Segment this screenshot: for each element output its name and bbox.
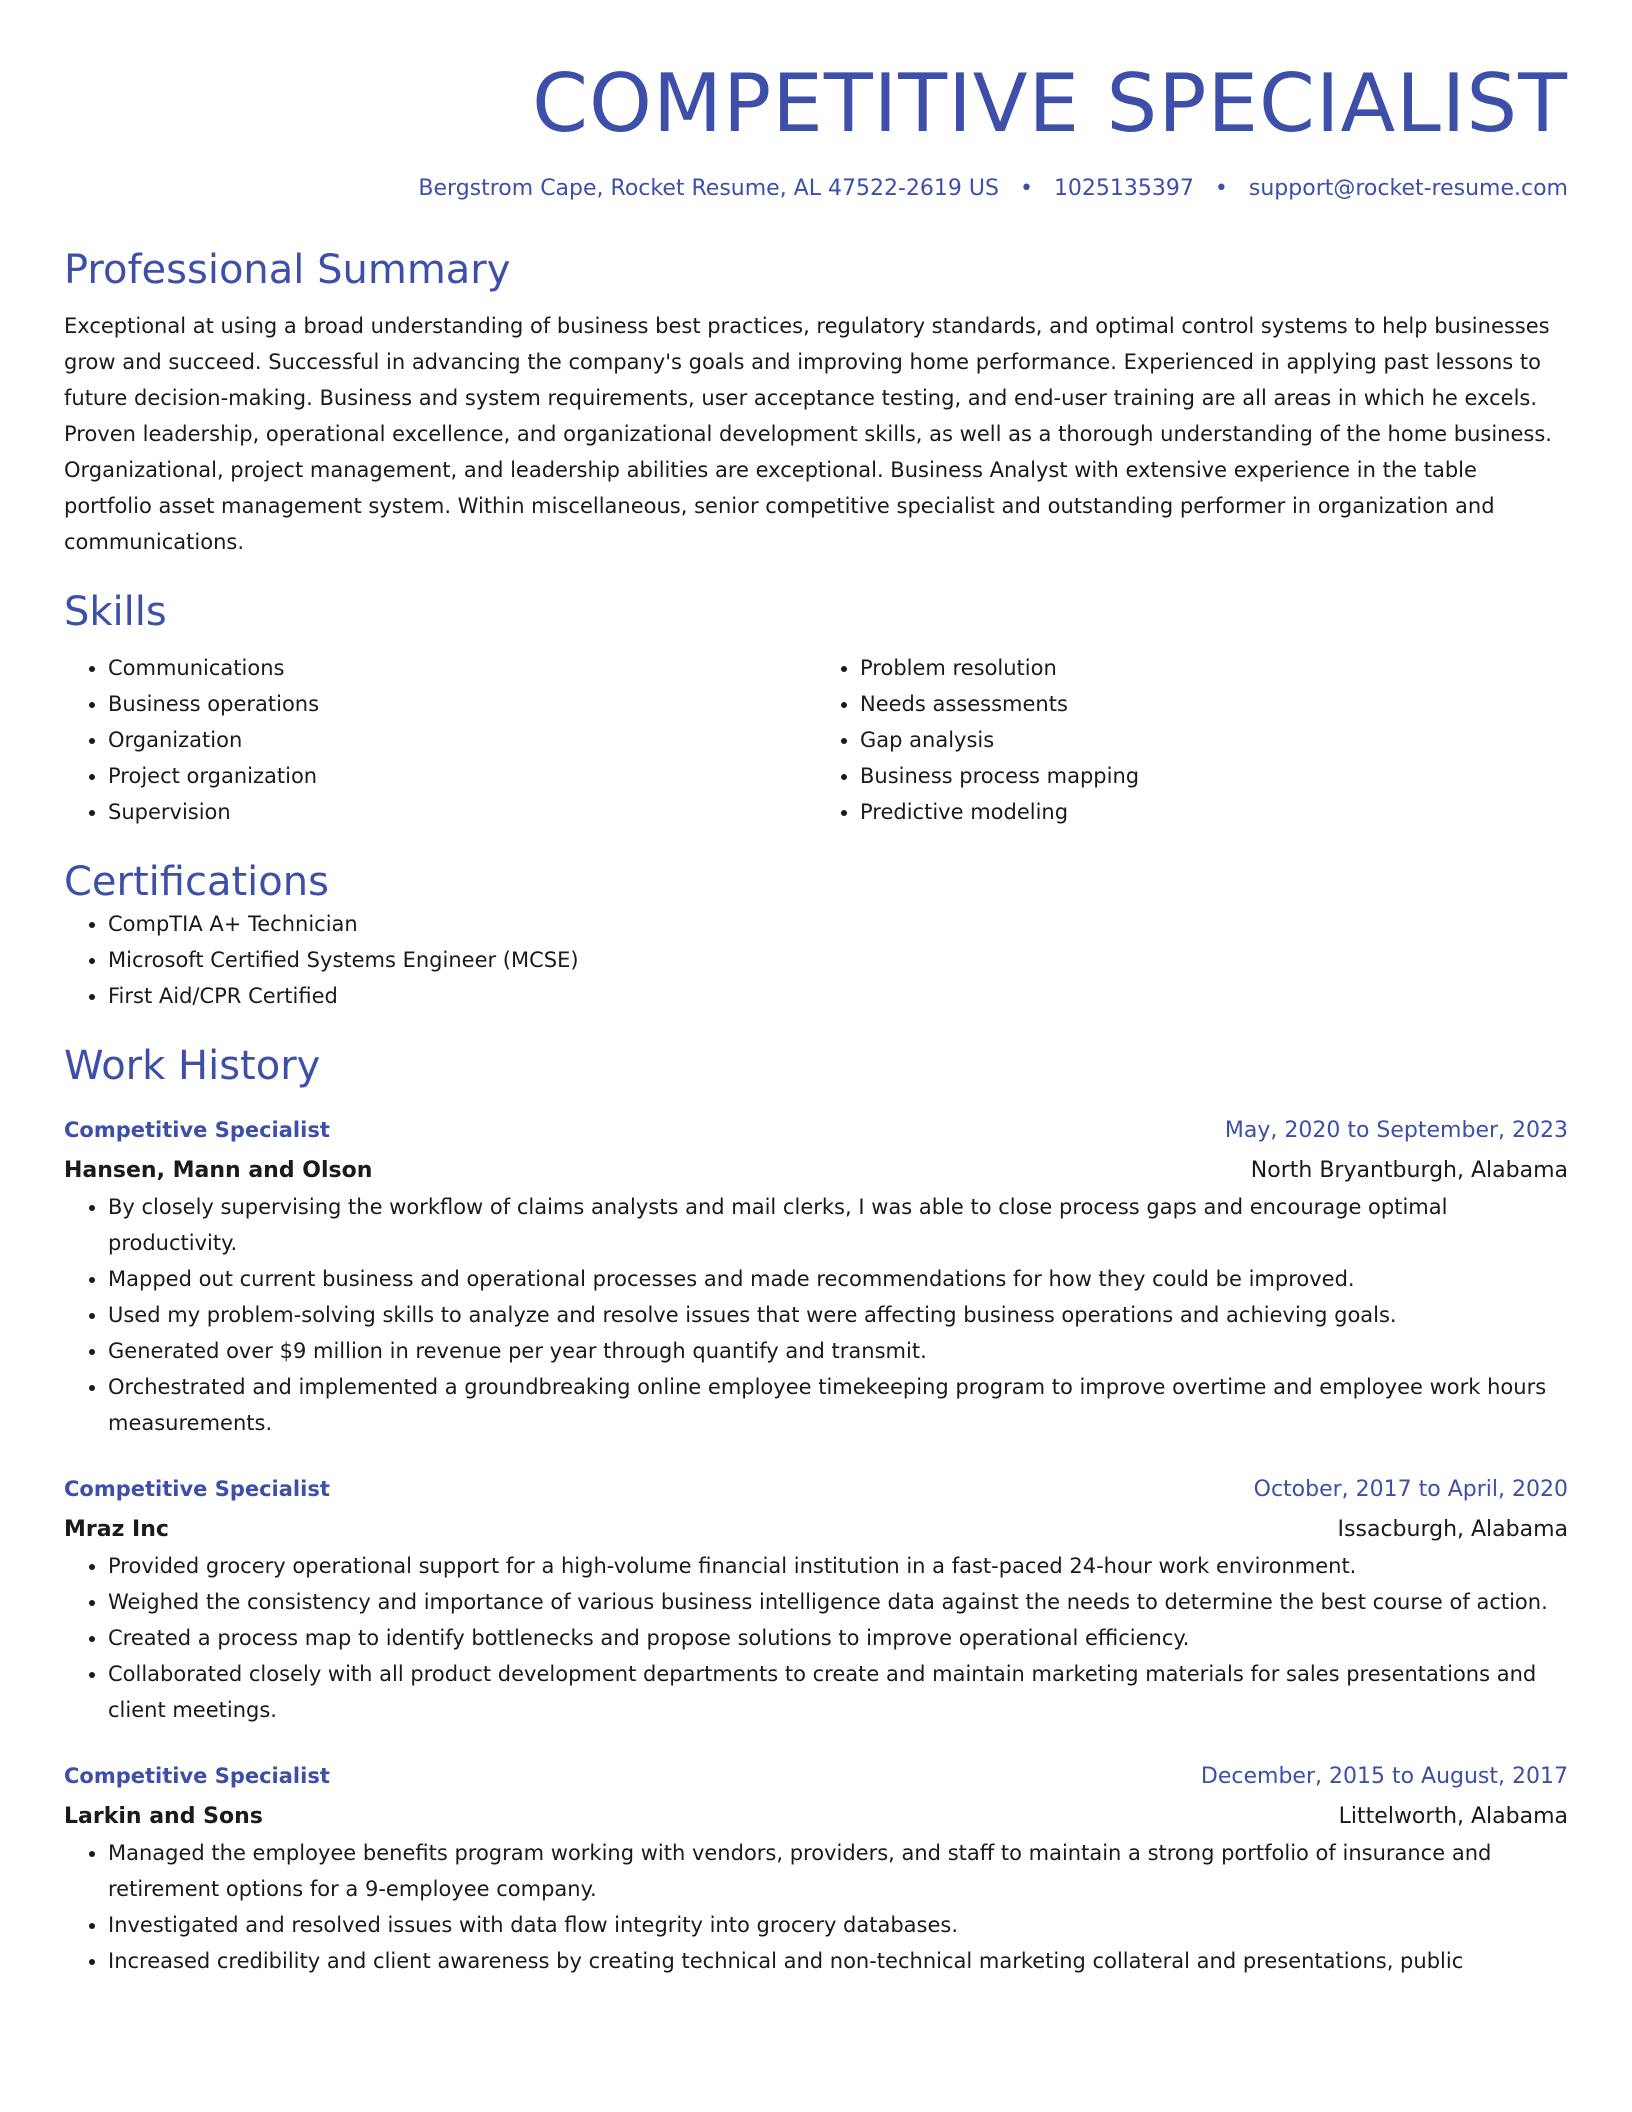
resume-page bbox=[64, 0, 1568, 1979]
job-title: Competitive Specialist bbox=[64, 1764, 330, 1788]
skill-item: • Communications bbox=[108, 650, 816, 686]
job-bullet: • Weighed the consistency and importance of various business intelligence data against the needs to determine the best course of action. bbox=[108, 1584, 1568, 1620]
skills-column-left bbox=[64, 650, 816, 830]
contact-separator: • bbox=[1019, 176, 1033, 201]
skills-heading: Skills bbox=[64, 589, 167, 635]
work-history-heading: Work History bbox=[64, 1043, 321, 1089]
job-dates: May, 2020 to September, 2023 bbox=[1224, 1118, 1568, 1143]
job-company: Larkin and Sons bbox=[64, 1804, 263, 1829]
job-bullet: • Created a process map to identify bottlenecks and propose solutions to improve operational efficiency. bbox=[108, 1620, 1568, 1656]
job-bullet: • Increased credibility and client awareness by creating technical and non-technical marketing collateral and presentations, public bbox=[108, 1943, 1568, 1979]
job-header bbox=[64, 1112, 1568, 1149]
job-location: Issacburgh, Alabama bbox=[1337, 1517, 1568, 1542]
skill-item: • Problem resolution bbox=[860, 650, 1568, 686]
contact-line bbox=[64, 174, 1568, 204]
contact-email[interactable]: support@rocket-resume.com bbox=[1248, 176, 1568, 201]
job-entry bbox=[64, 1758, 1568, 1979]
certification-item: • Microsoft Certified Systems Engineer (MCSE) bbox=[108, 942, 1568, 978]
job-subheader bbox=[64, 1512, 1568, 1548]
certifications-list bbox=[64, 906, 1568, 1014]
skills-list bbox=[64, 650, 1568, 830]
job-dates: October, 2017 to April, 2020 bbox=[1253, 1477, 1568, 1502]
summary-text: Exceptional at using a broad understanding of business best practices, regulatory standards, and optimal control systems to help businesses grow and succeed. Successful in advancing the company's goals and improving home performance. Experienced in applying past lessons to future decision-making. Business and system requirements, user acceptance testing, and end-user training are all areas in which he excels. Proven leadership, operational excellence, and organizational development skills, as well as a thorough understanding of the home business. Organizational, project management, and leadership abilities are exceptional. Business Analyst with extensive experience in the table portfolio asset management system. Within miscellaneous, senior competitive specialist and outstanding performer in organization and communications. bbox=[64, 314, 1552, 554]
job-company: Hansen, Mann and Olson bbox=[64, 1158, 373, 1183]
skill-item: • Business process mapping bbox=[860, 758, 1568, 794]
job-entry bbox=[64, 1112, 1568, 1441]
job-bullet: • Orchestrated and implemented a groundbreaking online employee timekeeping program to improve overtime and employee work hours measurements. bbox=[108, 1369, 1568, 1441]
job-bullet: • By closely supervising the workflow of claims analysts and mail clerks, I was able to close process gaps and encourage optimal productivity. bbox=[108, 1189, 1568, 1261]
certification-item: • First Aid/CPR Certified bbox=[108, 978, 1568, 1014]
job-header bbox=[64, 1471, 1568, 1508]
contact-separator: • bbox=[1214, 176, 1228, 201]
job-dates: December, 2015 to August, 2017 bbox=[1200, 1764, 1568, 1789]
contact-address: Bergstrom Cape, Rocket Resume, AL 47522-2619 US bbox=[418, 176, 999, 201]
job-bullet: • Mapped out current business and operational processes and made recommendations for how they could be improved. bbox=[108, 1261, 1568, 1297]
candidate-name: COMPETITIVE SPECIALIST bbox=[532, 57, 1568, 150]
job-entry bbox=[64, 1471, 1568, 1728]
job-bullets bbox=[64, 1548, 1568, 1728]
job-title: Competitive Specialist bbox=[64, 1118, 330, 1142]
skill-item: • Predictive modeling bbox=[860, 794, 1568, 830]
skills-column-right bbox=[816, 650, 1568, 830]
summary-heading: Professional Summary bbox=[64, 247, 511, 293]
job-location: Littelworth, Alabama bbox=[1338, 1804, 1568, 1829]
contact-phone: 1025135397 bbox=[1053, 176, 1194, 201]
skill-item: • Organization bbox=[108, 722, 816, 758]
job-bullets bbox=[64, 1189, 1568, 1441]
job-bullet: • Used my problem-solving skills to analyze and resolve issues that were affecting business operations and achieving goals. bbox=[108, 1297, 1568, 1333]
skill-item: • Gap analysis bbox=[860, 722, 1568, 758]
skill-item: • Project organization bbox=[108, 758, 816, 794]
job-bullets bbox=[64, 1835, 1568, 1979]
skill-item: • Business operations bbox=[108, 686, 816, 722]
skill-item: • Needs assessments bbox=[860, 686, 1568, 722]
skill-item: • Supervision bbox=[108, 794, 816, 830]
job-bullet: • Collaborated closely with all product development departments to create and maintain marketing materials for sales presentations and client meetings. bbox=[108, 1656, 1568, 1728]
job-company: Mraz Inc bbox=[64, 1517, 169, 1542]
job-subheader bbox=[64, 1799, 1568, 1835]
certifications-heading: Certifications bbox=[64, 859, 329, 905]
job-title: Competitive Specialist bbox=[64, 1477, 330, 1501]
job-header bbox=[64, 1758, 1568, 1795]
job-bullet: • Generated over $9 million in revenue per year through quantify and transmit. bbox=[108, 1333, 1568, 1369]
job-location: North Bryantburgh, Alabama bbox=[1250, 1158, 1568, 1183]
job-bullet: • Provided grocery operational support for a high-volume financial institution in a fast-paced 24-hour work environment. bbox=[108, 1548, 1568, 1584]
job-bullet: • Managed the employee benefits program working with vendors, providers, and staff to maintain a strong portfolio of insurance and retirement options for a 9-employee company. bbox=[108, 1835, 1568, 1907]
job-bullet: • Investigated and resolved issues with data flow integrity into grocery databases. bbox=[108, 1907, 1568, 1943]
certification-item: • CompTIA A+ Technician bbox=[108, 906, 1568, 942]
job-subheader bbox=[64, 1153, 1568, 1189]
